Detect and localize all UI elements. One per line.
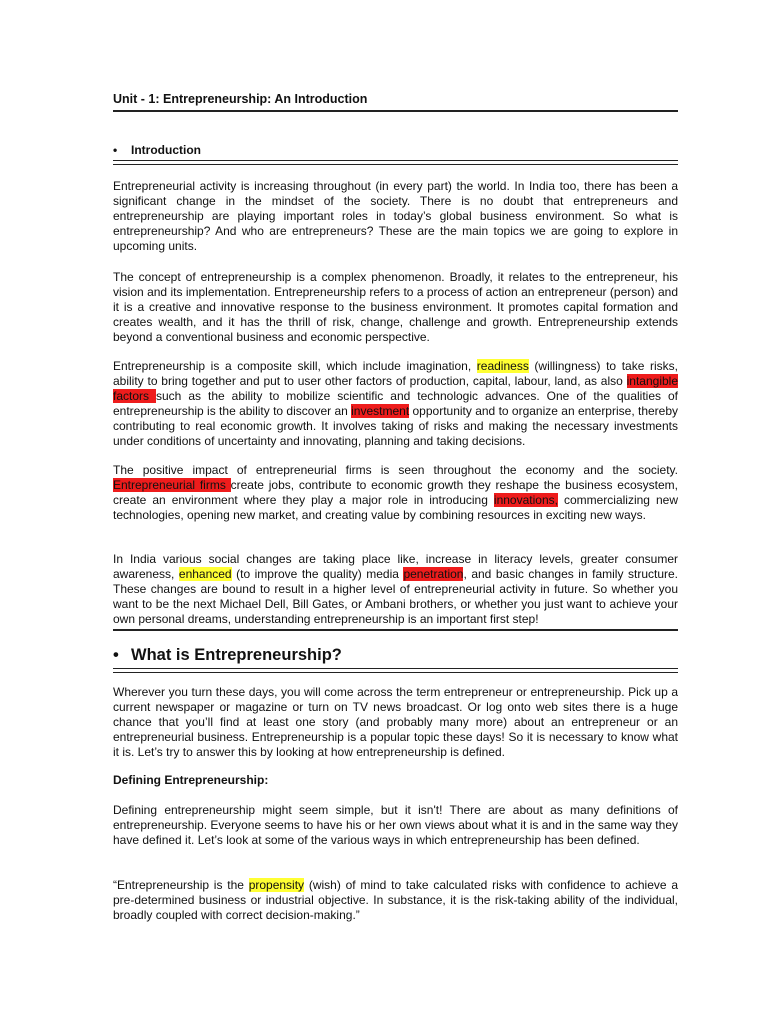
- introduction-divider: [113, 160, 678, 165]
- text-run: such as the ability to mobilize scientific and technologic advances. One of the qualities of entrepreneurship is the ability to discover an: [113, 389, 678, 419]
- what-is-heading: [113, 646, 342, 665]
- text-run: The positive impact of entrepreneurial firms is seen throughout the economy and the society.: [113, 463, 678, 477]
- text-run: commercializing new technologies, opening new market, and creating value by combining resources in exciting new ways.: [113, 493, 678, 523]
- text-run: , and basic changes in family structure. These changes are bound to result in a higher level of entrepreneurial activity in future. So whether you want to be the next Michael Dell, Bill Gates, or Ambani brothers, or whether you just want to achieve your own personal dreams, understanding entrepreneurship is an important first step!: [113, 567, 678, 627]
- highlight-readiness: readiness: [476, 359, 529, 373]
- text-run: In India various social changes are taking place like, increase in literacy levels, greater consumer awareness,: [113, 552, 678, 582]
- text-run: (willingness) to take risks, ability to bring together and put to user other factors of production, capital, labour, land, as also: [113, 359, 678, 389]
- highlight-intangible-factors: intangible factors: [113, 374, 678, 404]
- text-run: Entrepreneurship is a composite skill, which include imagination,: [113, 359, 477, 373]
- introduction-heading-text: Introduction: [131, 143, 201, 157]
- defining-subheading: Defining Entrepreneurship:: [113, 773, 269, 787]
- what-is-paragraph-1: Wherever you turn these days, you will come across the term entrepreneur or entrepreneurship. Pick up a current newspaper or magazine or turn on TV news broadcast. Or log onto web sites there is a huge chance that you’ll find at least one story (and probably many more) about an entrepreneur or an entrepreneurial business. Entrepreneurship is a popular topic these days! So it is necessary to know what it is. Let’s try to answer this by looking at how entrepreneurship is defined.: [113, 685, 678, 760]
- intro-paragraph-3: [113, 359, 678, 450]
- text-run: opportunity and to organize an enterprise, thereby contributing to real economic growth. It involves taking of risks and making the necessary investments under conditions of uncertainty and innovating, planning and taking decisions.: [113, 404, 679, 449]
- intro-paragraph-1: Entrepreneurial activity is increasing throughout (in every part) the world. In India too, there has been a significant change in the mindset of the society. There is no doubt that entrepreneurs and entrepreneurship are playing important roles in today’s global business environment. So what is entrepreneurship? And who are entrepreneurs? These are the main topics we are going to explore in upcoming units.: [113, 179, 678, 254]
- unit-title: Unit - 1: Entrepreneurship: An Introduction: [113, 92, 368, 106]
- text-run: “Entrepreneurship is the: [113, 878, 249, 892]
- what-is-heading-text: What is Entrepreneurship?: [131, 646, 342, 664]
- section-divider: [113, 629, 678, 631]
- text-run: (wish) of mind to take calculated risks with confidence to achieve a pre-determined business or industrial objective. In substance, it is the risk-taking ability of the individual, broadly coupled with correct decision-making.”: [113, 878, 678, 923]
- highlight-investment: investment: [351, 404, 410, 419]
- what-is-paragraph-2: Defining entrepreneurship might seem simple, but it isn't! There are about as many definitions of entrepreneurship. Everyone seems to have his or her own views about what it is and in the same way they have defined it. Let’s look at some of the various ways in which entrepreneurship has been defined.: [113, 803, 678, 848]
- definition-quote: [113, 878, 678, 923]
- text-run: (to improve the quality) media: [231, 567, 404, 582]
- bullet-icon: •: [113, 646, 119, 664]
- bullet-icon: •: [113, 143, 118, 157]
- intro-paragraph-4: [113, 463, 678, 523]
- highlight-enhanced: enhanced: [178, 567, 232, 582]
- introduction-heading: [113, 143, 201, 157]
- highlight-innovations: innovations,: [493, 493, 558, 508]
- highlight-entrepreneurial-firms: Entrepreneurial firms: [113, 478, 231, 493]
- intro-paragraph-2: The concept of entrepreneurship is a complex phenomenon. Broadly, it relates to the entrepreneur, his vision and its implementation. Entrepreneurship refers to a process of action an entrepreneur (person) and it is a creative and innovative response to the business environment. It promotes capital formation and creates wealth, and it has the thrill of risk, change, challenge and growth. Entrepreneurship extends beyond a conventional business and economic perspective.: [113, 270, 678, 345]
- what-is-divider: [113, 668, 678, 673]
- title-divider: [113, 110, 678, 112]
- highlight-propensity: propensity: [248, 878, 305, 892]
- intro-paragraph-5: [113, 552, 678, 627]
- text-run: create jobs, contribute to economic growth they reshape the business ecosystem, create an environment where they play a major role in introducing: [113, 478, 678, 508]
- highlight-penetration: penetration: [403, 567, 464, 582]
